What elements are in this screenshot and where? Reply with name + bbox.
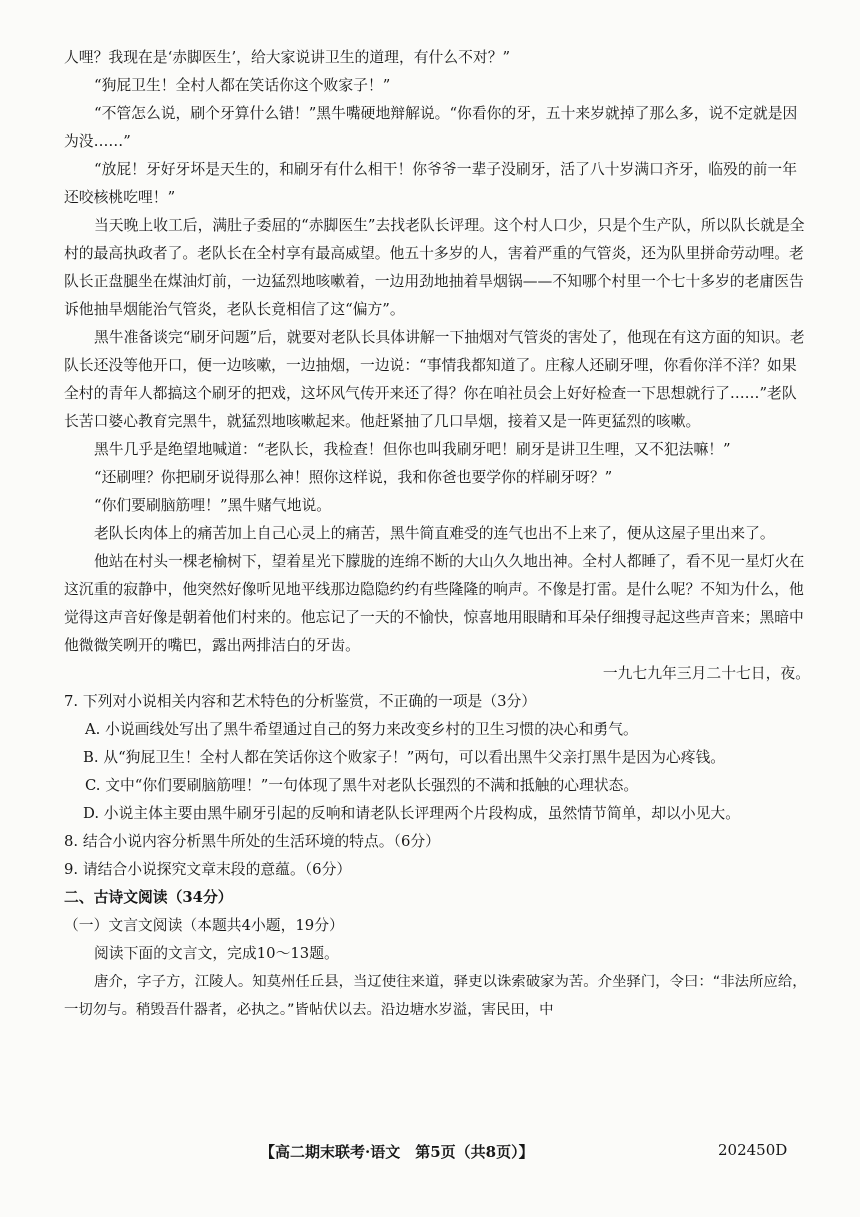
question-8: 8. 结合小说内容分析黑牛所处的生活环境的特点。（6分）	[64, 833, 440, 850]
question-7-option-a: A. 小说画线处写出了黑牛希望通过自己的努力来改变乡村的卫生习惯的决心和勇气。	[85, 721, 638, 738]
question-7-option-d: D. 小说主体主要由黑牛刷牙引起的反响和请老队长评理两个片段构成，虽然情节简单，却以小见大。	[83, 805, 741, 822]
question-7-stem: 7. 下列对小说相关内容和艺术特色的分析鉴赏，不正确的一项是（3分）	[64, 693, 537, 710]
question-7-option-b: B. 从“狗屁卫生！全村人都在笑话你这个败家子！”两句，可以看出黑牛父亲打黑牛是因为心疼钱。	[83, 749, 726, 766]
date-line: 一九七九年三月二十七日，夜。	[602, 665, 810, 682]
footer-exam-code: 202450D	[718, 1141, 788, 1159]
section-heading: 二、古诗文阅读（34分）	[64, 889, 233, 906]
reading-instruction: 阅读下面的文言文，完成10～13题。	[94, 945, 339, 962]
story-paragraph: 黑牛几乎是绝望地喊道：“老队长，我检查！但你也叫我刷牙吧！刷牙是讲卫生哩，又不犯法嘛！”	[94, 441, 731, 458]
story-paragraph: 黑牛准备谈完“刷牙问题”后，就要对老队长具体讲解一下抽烟对气管炎的害处了，他现在有这方面的知识。老队长还没等他开口，便一边咳嗽，一边抽烟，一边说：“事情我都知道了。庄稼人还刷牙哩，你看你洋不洋？如果全村的青年人都搞这个刷牙的把戏，这坏风气传开来还了得？你在咱社员会上好好检查一下思想就行了……”老队长苦口婆心教育完黑牛，就猛烈地咳嗽起来。他赶紧抽了几口旱烟，接着又是一阵更猛烈的咳嗽。	[64, 329, 805, 430]
story-paragraph: 当天晚上收工后，满肚子委屈的“赤脚医生”去找老队长评理。这个村人口少，只是个生产队，所以队长就是全村的最高执政者了。老队长在全村享有最高威望。他五十多岁的人，害着严重的气管炎，还为队里拼命劳动哩。老队长正盘腿坐在煤油灯前，一边猛烈地咳嗽着，一边用劲地抽着旱烟锅——不知哪个村里一个七十多岁的老庸医告诉他抽旱烟能治气管炎，老队长竟相信了这“偏方”。	[64, 217, 805, 318]
question-7-option-c: C. 文中“你们要刷脑筋哩！”一句体现了黑牛对老队长强烈的不满和抵触的心理状态。	[85, 777, 639, 794]
story-paragraph: 他站在村头一棵老榆树下，望着星光下朦胧的连绵不断的大山久久地出神。全村人都睡了，看不见一星灯火在这沉重的寂静中，他突然好像听见地平线那边隐隐约约有些隆隆的响声。不像是打雷。是什么呢？不知为什么，他觉得这声音好像是朝着他们村来的。他忘记了一天的不愉快，惊喜地用眼睛和耳朵仔细搜寻起这些声音来；黑暗中他微微笑咧开的嘴巴，露出两排洁白的牙齿。	[64, 553, 805, 654]
classical-text: 唐介，字子方，江陵人。知莫州任丘县，当辽使往来道，驿吏以诛索破家为苦。介坐驿门，令曰：“非法所应给，一切勿与。稍毁吾什器者，必执之。”皆帖伏以去。沿边塘水岁溢，害民田，中	[64, 974, 807, 1018]
story-paragraph: “不管怎么说，刷个牙算什么错！”黑牛嘴硬地辩解说。“你看你的牙，五十来岁就掉了那么多，说不定就是因为没……”	[64, 105, 798, 150]
story-paragraph: “狗屁卫生！全村人都在笑话你这个败家子！”	[94, 77, 391, 94]
story-paragraph: “还刷哩？你把刷牙说得那么神！照你这样说，我和你爸也要学你的样刷牙呀？”	[94, 469, 613, 486]
story-paragraph: “放屁！牙好牙坏是天生的，和刷牙有什么相干！你爷爷一辈子没刷牙，活了八十岁满口齐牙，临殁的前一年还咬核桃吃哩！”	[64, 161, 798, 206]
story-paragraph: 老队长肉体上的痛苦加上自己心灵上的痛苦，黑牛简直难受的连气也出不上来了，便从这屋子里出来了。	[94, 525, 775, 542]
page-content	[64, 44, 810, 1024]
footer-page-info: 【高二期末联考·语文 第5页（共8页）】	[260, 1143, 534, 1161]
story-paragraph: 人哩？我现在是‘赤脚医生’，给大家说讲卫生的道理，有什么不对？”	[64, 49, 511, 66]
subsection-heading: （一）文言文阅读（本题共4小题，19分）	[64, 917, 344, 934]
story-paragraph: “你们要刷脑筋哩！”黑牛赌气地说。	[94, 497, 332, 514]
question-9: 9. 请结合小说探究文章末段的意蕴。（6分）	[64, 861, 352, 878]
